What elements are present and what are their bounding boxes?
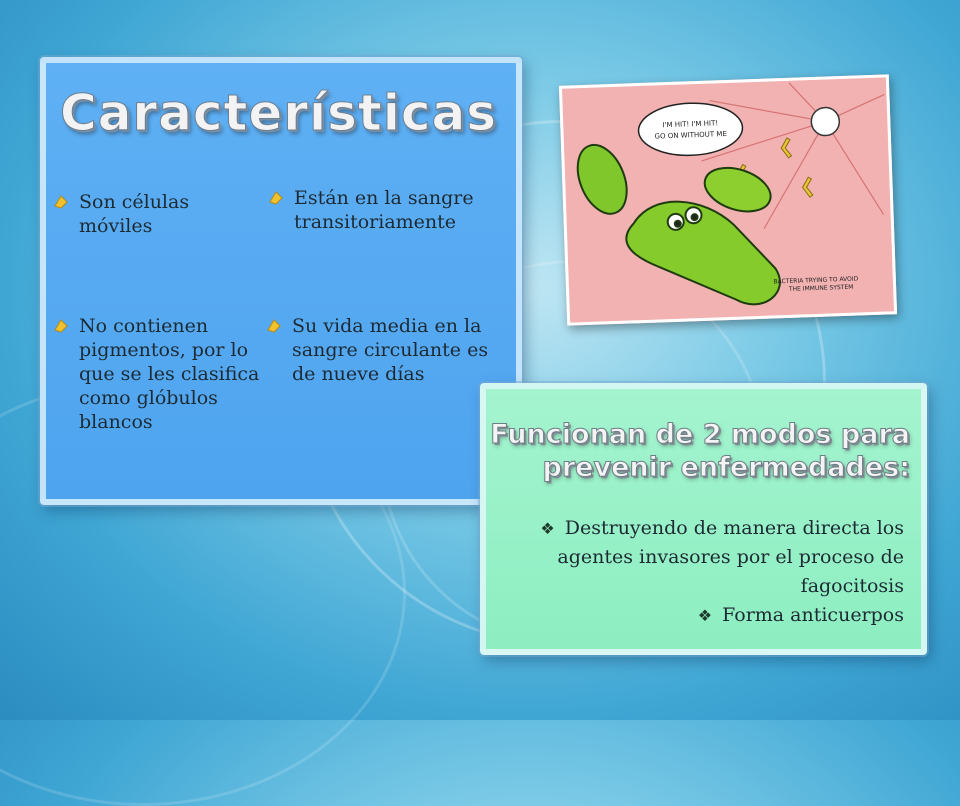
functions-list — [500, 514, 904, 630]
svg-text:THE IMMUNE SYSTEM: THE IMMUNE SYSTEM — [788, 283, 854, 293]
bullet-icon — [266, 318, 282, 334]
diamond-bullet-icon: ❖ — [540, 519, 555, 538]
function-text: Destruyendo de manera directa los agentes invasores por el proceso de fagocitosis — [557, 517, 904, 597]
characteristic-item — [53, 314, 263, 434]
function-item — [500, 601, 904, 630]
bullet-icon — [53, 318, 69, 334]
characteristic-text: No contienen pigmentos, por lo que se les clasifica como glóbulos blancos — [79, 315, 260, 433]
bullet-icon — [268, 190, 284, 206]
characteristic-item — [53, 190, 233, 238]
bacteria-cartoon-image — [559, 74, 897, 325]
characteristic-item — [266, 314, 496, 386]
bullet-icon — [53, 194, 69, 210]
characteristic-text: Su vida media en la sangre circulante es de nueve días — [292, 315, 489, 385]
characteristic-text: Son células móviles — [79, 191, 190, 237]
svg-text:GO ON WITHOUT ME: GO ON WITHOUT ME — [654, 130, 727, 141]
page-title: Características — [60, 84, 498, 142]
cartoon-caption: BACTERIA TRYING TO AVOID — [773, 275, 859, 286]
functions-title: Funcionan de 2 modos para prevenir enfermedades: — [490, 419, 910, 483]
function-text: Forma anticuerpos — [722, 604, 904, 626]
characteristic-text: Están en la sangre transitoriamente — [294, 187, 474, 233]
immune-cell — [811, 107, 840, 136]
speech-text: I'M HIT! I'M HIT! — [662, 119, 719, 130]
characteristic-item — [268, 186, 488, 234]
function-item — [500, 514, 904, 601]
diamond-bullet-icon: ❖ — [697, 606, 713, 625]
